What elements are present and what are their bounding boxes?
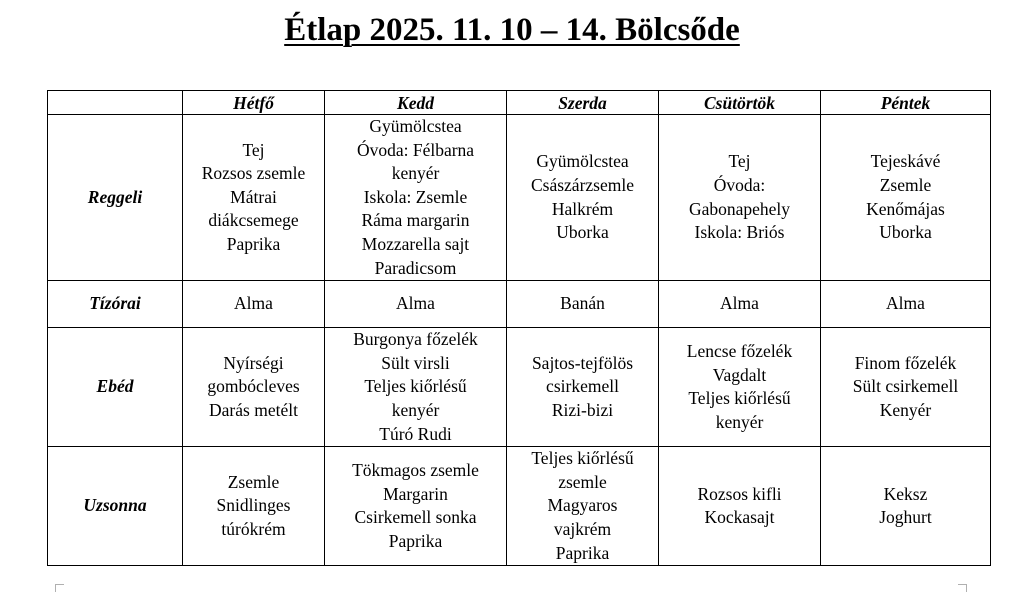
menu-item: Nyírségi: [223, 352, 284, 373]
menu-cell: [659, 115, 821, 281]
menu-cell: [183, 447, 325, 566]
menu-item: Vagdalt: [712, 364, 767, 385]
menu-item: Magyaros: [547, 495, 618, 516]
menu-item: Iskola: Briós: [694, 222, 785, 243]
menu-item: Paprika: [226, 233, 281, 254]
menu-cell: [507, 447, 659, 566]
menu-item: Óvoda:: [713, 174, 766, 195]
menu-cell: [821, 115, 991, 281]
menu-item: Sült csirkemell: [852, 376, 959, 397]
day-header-row: [48, 91, 991, 115]
menu-item: túrókrém: [221, 518, 286, 539]
meal-label: Ebéd: [48, 328, 183, 447]
menu-cell: [821, 328, 991, 447]
menu-item: Alma: [234, 293, 273, 314]
menu-item: Paradicsom: [374, 257, 457, 278]
meal-label: Reggeli: [48, 115, 183, 281]
menu-cell: [325, 447, 507, 566]
menu-item: Kockasajt: [704, 507, 775, 528]
menu-cell: [507, 328, 659, 447]
menu-item: Iskola: Zsemle: [363, 186, 468, 207]
menu-item: Zsemle: [227, 471, 280, 492]
menu-item: Tej: [242, 139, 265, 160]
menu-item: Óvoda: Félbarna: [356, 139, 475, 160]
menu-item: vajkrém: [553, 518, 612, 539]
meal-row: [48, 281, 991, 328]
menu-item: Keksz: [883, 483, 928, 504]
menu-item: diákcsemege: [208, 210, 299, 231]
menu-item: Teljes kiőrlésű: [531, 448, 634, 469]
menu-item: gombócleves: [207, 376, 300, 397]
menu-cell: [183, 115, 325, 281]
menu-item: Snidlinges: [216, 495, 291, 516]
day-header: Kedd: [325, 91, 507, 115]
menu-item: Tökmagos zsemle: [352, 459, 479, 480]
empty-corner-cell: [48, 91, 183, 115]
menu-item: Mátrai: [230, 186, 277, 207]
menu-item: kenyér: [715, 411, 764, 432]
menu-item: Sült virsli: [381, 352, 450, 373]
menu-item: Paprika: [555, 542, 610, 563]
menu-item: Rozsos zsemle: [201, 163, 306, 184]
menu-item: Finom főzelék: [854, 352, 957, 373]
meal-row: [48, 115, 991, 281]
menu-cell: [507, 115, 659, 281]
menu-item: Joghurt: [879, 507, 932, 528]
menu-item: Kenyér: [879, 399, 932, 420]
menu-item: kenyér: [391, 163, 440, 184]
menu-cell: [821, 447, 991, 566]
menu-item: Kenőmájas: [866, 198, 945, 219]
menu-item: Tejeskávé: [870, 151, 941, 172]
day-header: Péntek: [821, 91, 991, 115]
menu-cell: [325, 328, 507, 447]
menu-cell: [659, 447, 821, 566]
menu-item: Darás metélt: [209, 399, 298, 420]
menu-table: [47, 90, 991, 566]
menu-item: Tej: [728, 151, 751, 172]
menu-item: Uborka: [556, 222, 609, 243]
menu-item: Császárzsemle: [530, 174, 634, 195]
menu-cell: [507, 281, 659, 328]
menu-item: Teljes kiőrlésű: [688, 388, 791, 409]
menu-item: kenyér: [391, 399, 440, 420]
menu-item: Banán: [560, 293, 605, 314]
menu-item: Alma: [886, 293, 925, 314]
menu-cell: [659, 328, 821, 447]
menu-item: Gyümölcstea: [536, 151, 629, 172]
menu-item: Rozsos kifli: [697, 483, 782, 504]
menu-item: Mozzarella sajt: [361, 233, 470, 254]
day-header: Szerda: [507, 91, 659, 115]
menu-item: zsemle: [558, 471, 607, 492]
page-corner-mark: [958, 584, 967, 592]
page-title: Étlap 2025. 11. 10 – 14. Bölcsőde: [284, 12, 740, 48]
menu-item: Zsemle: [879, 174, 932, 195]
menu-item: Ráma margarin: [361, 210, 470, 231]
menu-item: Burgonya főzelék: [353, 329, 478, 350]
menu-cell: [325, 115, 507, 281]
menu-cell: [183, 281, 325, 328]
menu-item: Margarin: [383, 483, 448, 504]
menu-item: csirkemell: [546, 376, 619, 397]
menu-item: Sajtos-tejfölös: [531, 352, 634, 373]
page-corner-mark: [55, 584, 64, 592]
menu-item: Lencse főzelék: [686, 340, 793, 361]
menu-cell: [659, 281, 821, 328]
menu-cell: [821, 281, 991, 328]
menu-item: Halkrém: [551, 198, 614, 219]
menu-item: Alma: [396, 293, 435, 314]
menu-item: Uborka: [879, 222, 932, 243]
menu-item: Paprika: [388, 530, 443, 551]
menu-cell: [183, 328, 325, 447]
meal-label: Uzsonna: [48, 447, 183, 566]
menu-item: Gabonapehely: [688, 198, 791, 219]
meal-row: [48, 447, 991, 566]
menu-item: Rizi-bizi: [551, 399, 614, 420]
meal-label: Tízórai: [48, 281, 183, 328]
menu-item: Alma: [720, 293, 759, 314]
day-header: Csütörtök: [659, 91, 821, 115]
menu-item: Csirkemell sonka: [354, 507, 477, 528]
menu-cell: [325, 281, 507, 328]
menu-item: Teljes kiőrlésű: [364, 376, 467, 397]
menu-item: Túró Rudi: [379, 423, 452, 444]
menu-item: Gyümölcstea: [369, 116, 462, 136]
day-header: Hétfő: [183, 91, 325, 115]
meal-row: [48, 328, 991, 447]
